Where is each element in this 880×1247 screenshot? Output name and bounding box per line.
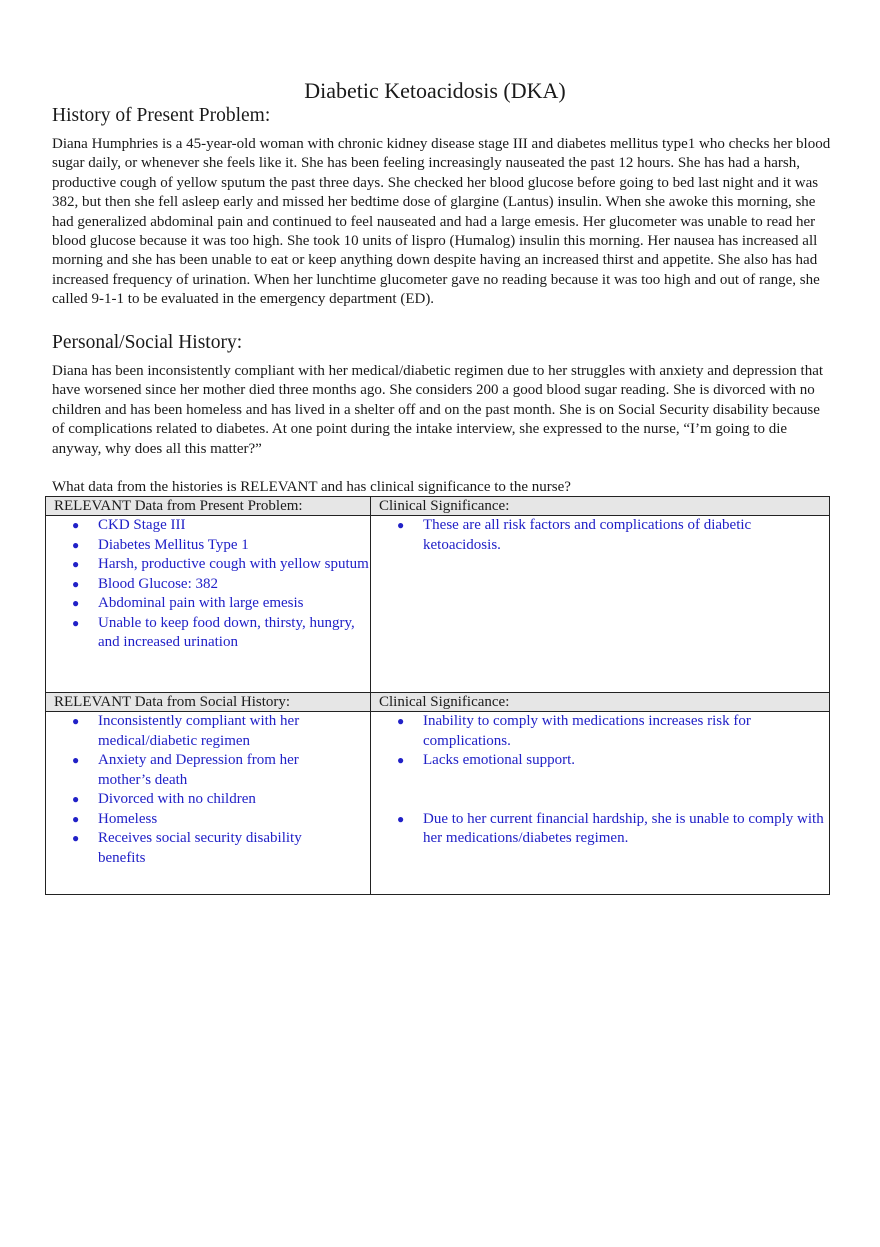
relevant-data-table	[45, 496, 830, 895]
list-item: ● These are all risk factors and complications of diabetic ketoacidosis.	[423, 516, 769, 555]
list-item: ● Blood Glucose: 382	[98, 575, 370, 595]
social-data-cell	[46, 712, 371, 895]
list-item: ● Diabetes Mellitus Type 1	[98, 536, 370, 556]
social-header-row	[46, 693, 830, 712]
list-item: ● Homeless	[98, 810, 350, 830]
list-item: ● Inability to comply with medications increases risk for complications.	[423, 712, 829, 751]
list-item: ● Harsh, productive cough with yellow sputum	[98, 555, 370, 575]
social-body-row	[46, 712, 830, 895]
present-data-cell	[46, 516, 371, 693]
list-item: ● Due to her current financial hardship, she is unable to comply with her medications/diabetes regimen.	[423, 810, 829, 849]
social-significance-cell	[371, 712, 830, 895]
history-heading: History of Present Problem:	[52, 105, 271, 126]
social-significance-list	[371, 712, 829, 849]
present-significance-list	[371, 516, 769, 555]
present-significance-header: Clinical Significance:	[371, 497, 830, 516]
list-item: ● Unable to keep food down, thirsty, hungry, and increased urination	[98, 614, 370, 653]
list-item: ● CKD Stage III	[98, 516, 370, 536]
social-data-header: RELEVANT Data from Social History:	[46, 693, 371, 712]
list-item: ● Anxiety and Depression from her mother’s death	[98, 751, 350, 790]
present-header-row	[46, 497, 830, 516]
social-significance-header: Clinical Significance:	[371, 693, 830, 712]
list-item: ● Divorced with no children	[98, 790, 350, 810]
present-data-header: RELEVANT Data from Present Problem:	[46, 497, 371, 516]
list-item: ● Inconsistently compliant with her medical/diabetic regimen	[98, 712, 350, 751]
present-body-row	[46, 516, 830, 693]
list-item: ● Abdominal pain with large emesis	[98, 594, 370, 614]
social-heading: Personal/Social History:	[52, 332, 243, 353]
history-paragraph: Diana Humphries is a 45-year-old woman with chronic kidney disease stage III and diabetes mellitus type1 who checks her blood sugar daily, or whenever she feels like it. She has been feeling increasingly nauseated the past 12 hours. She has had a harsh, productive cough of yellow sputum the past three days. She checked her blood glucose before going to bed last night and it was 382, but then she fell asleep early and missed her bedtime dose of glargine (Lantus) insulin. When she awoke this morning, she had generalized abdominal pain and continued to feel nauseated and had a large emesis. Her glucometer was unable to read her blood glucose because it was too high. She took 10 units of lispro (Humalog) insulin this morning. Her nausea has increased all morning and she has been unable to eat or keep anything down despite having an increased thirst and appetite. She also has had increased frequency of urination. When her lunchtime glucometer gave no reading because it was too high and out of range, she called 9-1-1 to be evaluated in the emergency department (ED).	[52, 136, 831, 308]
list-item: ● Lacks emotional support.	[423, 751, 829, 771]
list-item: ● Receives social security disability benefits	[98, 829, 350, 868]
question-text: What data from the histories is RELEVANT and has clinical significance to the nurse?	[52, 479, 571, 495]
present-significance-cell	[371, 516, 830, 693]
present-data-list	[46, 516, 370, 653]
social-data-list	[46, 712, 350, 868]
document-title: Diabetic Ketoacidosis (DKA)	[304, 78, 566, 103]
social-paragraph: Diana has been inconsistently compliant with her medical/diabetic regimen due to her struggles with anxiety and depression that have worsened since her mother died three months ago. She considers 200 a good blood sugar reading. She is divorced with no children and has been homeless and has lived in a shelter off and on the past month. She is on Social Security disability because of complications related to diabetes. At one point during the intake interview, she expressed to the nurse, “I’m going to die anyway, why does all this matter?”	[52, 363, 824, 457]
